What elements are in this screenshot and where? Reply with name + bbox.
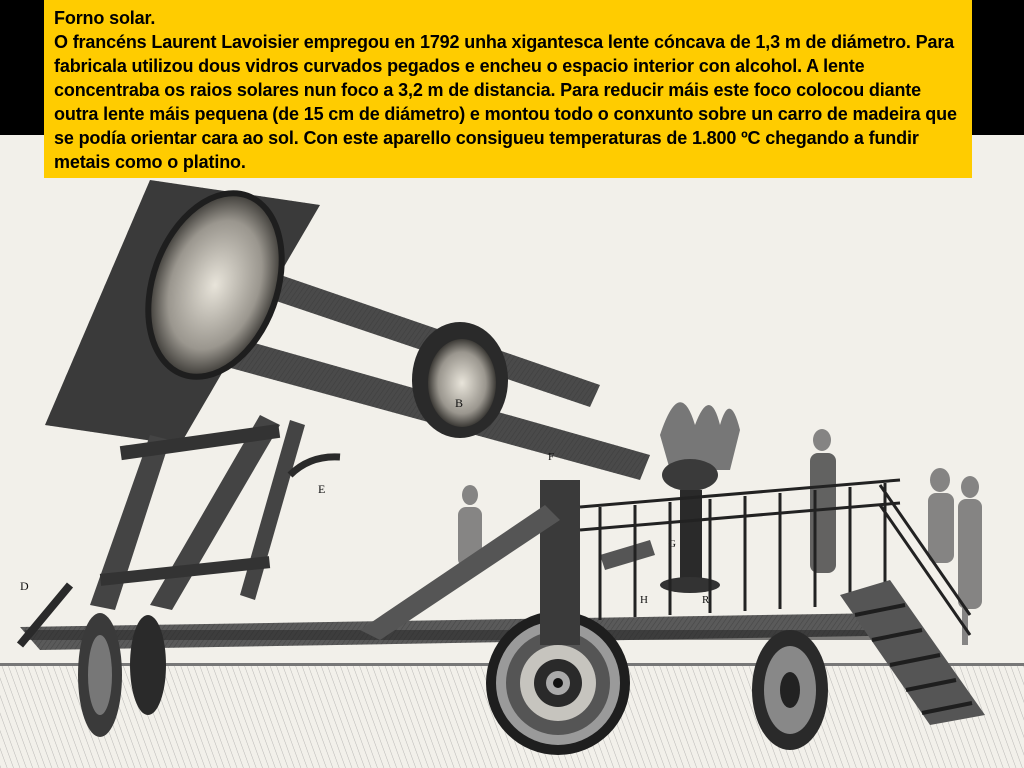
svg-text:B: B: [455, 396, 464, 410]
svg-text:R: R: [702, 594, 710, 606]
left-support-frame: [20, 415, 340, 645]
caption-title: Forno solar.: [54, 8, 156, 28]
caption-body: O francéns Laurent Lavoisier empregou en 1792 unha xigantesca lente cóncava de 1,3 m de diámetro. Para fabricala utilizou dous vidros curvados pegados e encheu o espacio interior con alcohol. A lente concentraba os raios solares nun foco a 3,2 m de distancia. Para reducir máis este foco colocou diante outra lente máis pequena (de 15 cm de diámetro) e montou todo o conxunto sobre un carro de madeira que se podía orientar cara ao sol. Con este aparello consigueu temperaturas de 1.800 ºC chegando a fundir metais como o platino.: [54, 32, 957, 172]
small-lens-b: [412, 322, 508, 438]
svg-text:D: D: [20, 579, 29, 593]
svg-text:H: H: [640, 594, 648, 606]
right-wheel: [752, 630, 828, 750]
caption-box: [44, 0, 972, 178]
solar-furnace-engraving: [0, 135, 1024, 768]
svg-text:G: G: [668, 538, 676, 550]
large-lens-frame: [45, 175, 320, 445]
furnace-focus: [640, 402, 740, 606]
svg-text:E: E: [318, 482, 326, 496]
svg-text:F: F: [548, 451, 555, 463]
